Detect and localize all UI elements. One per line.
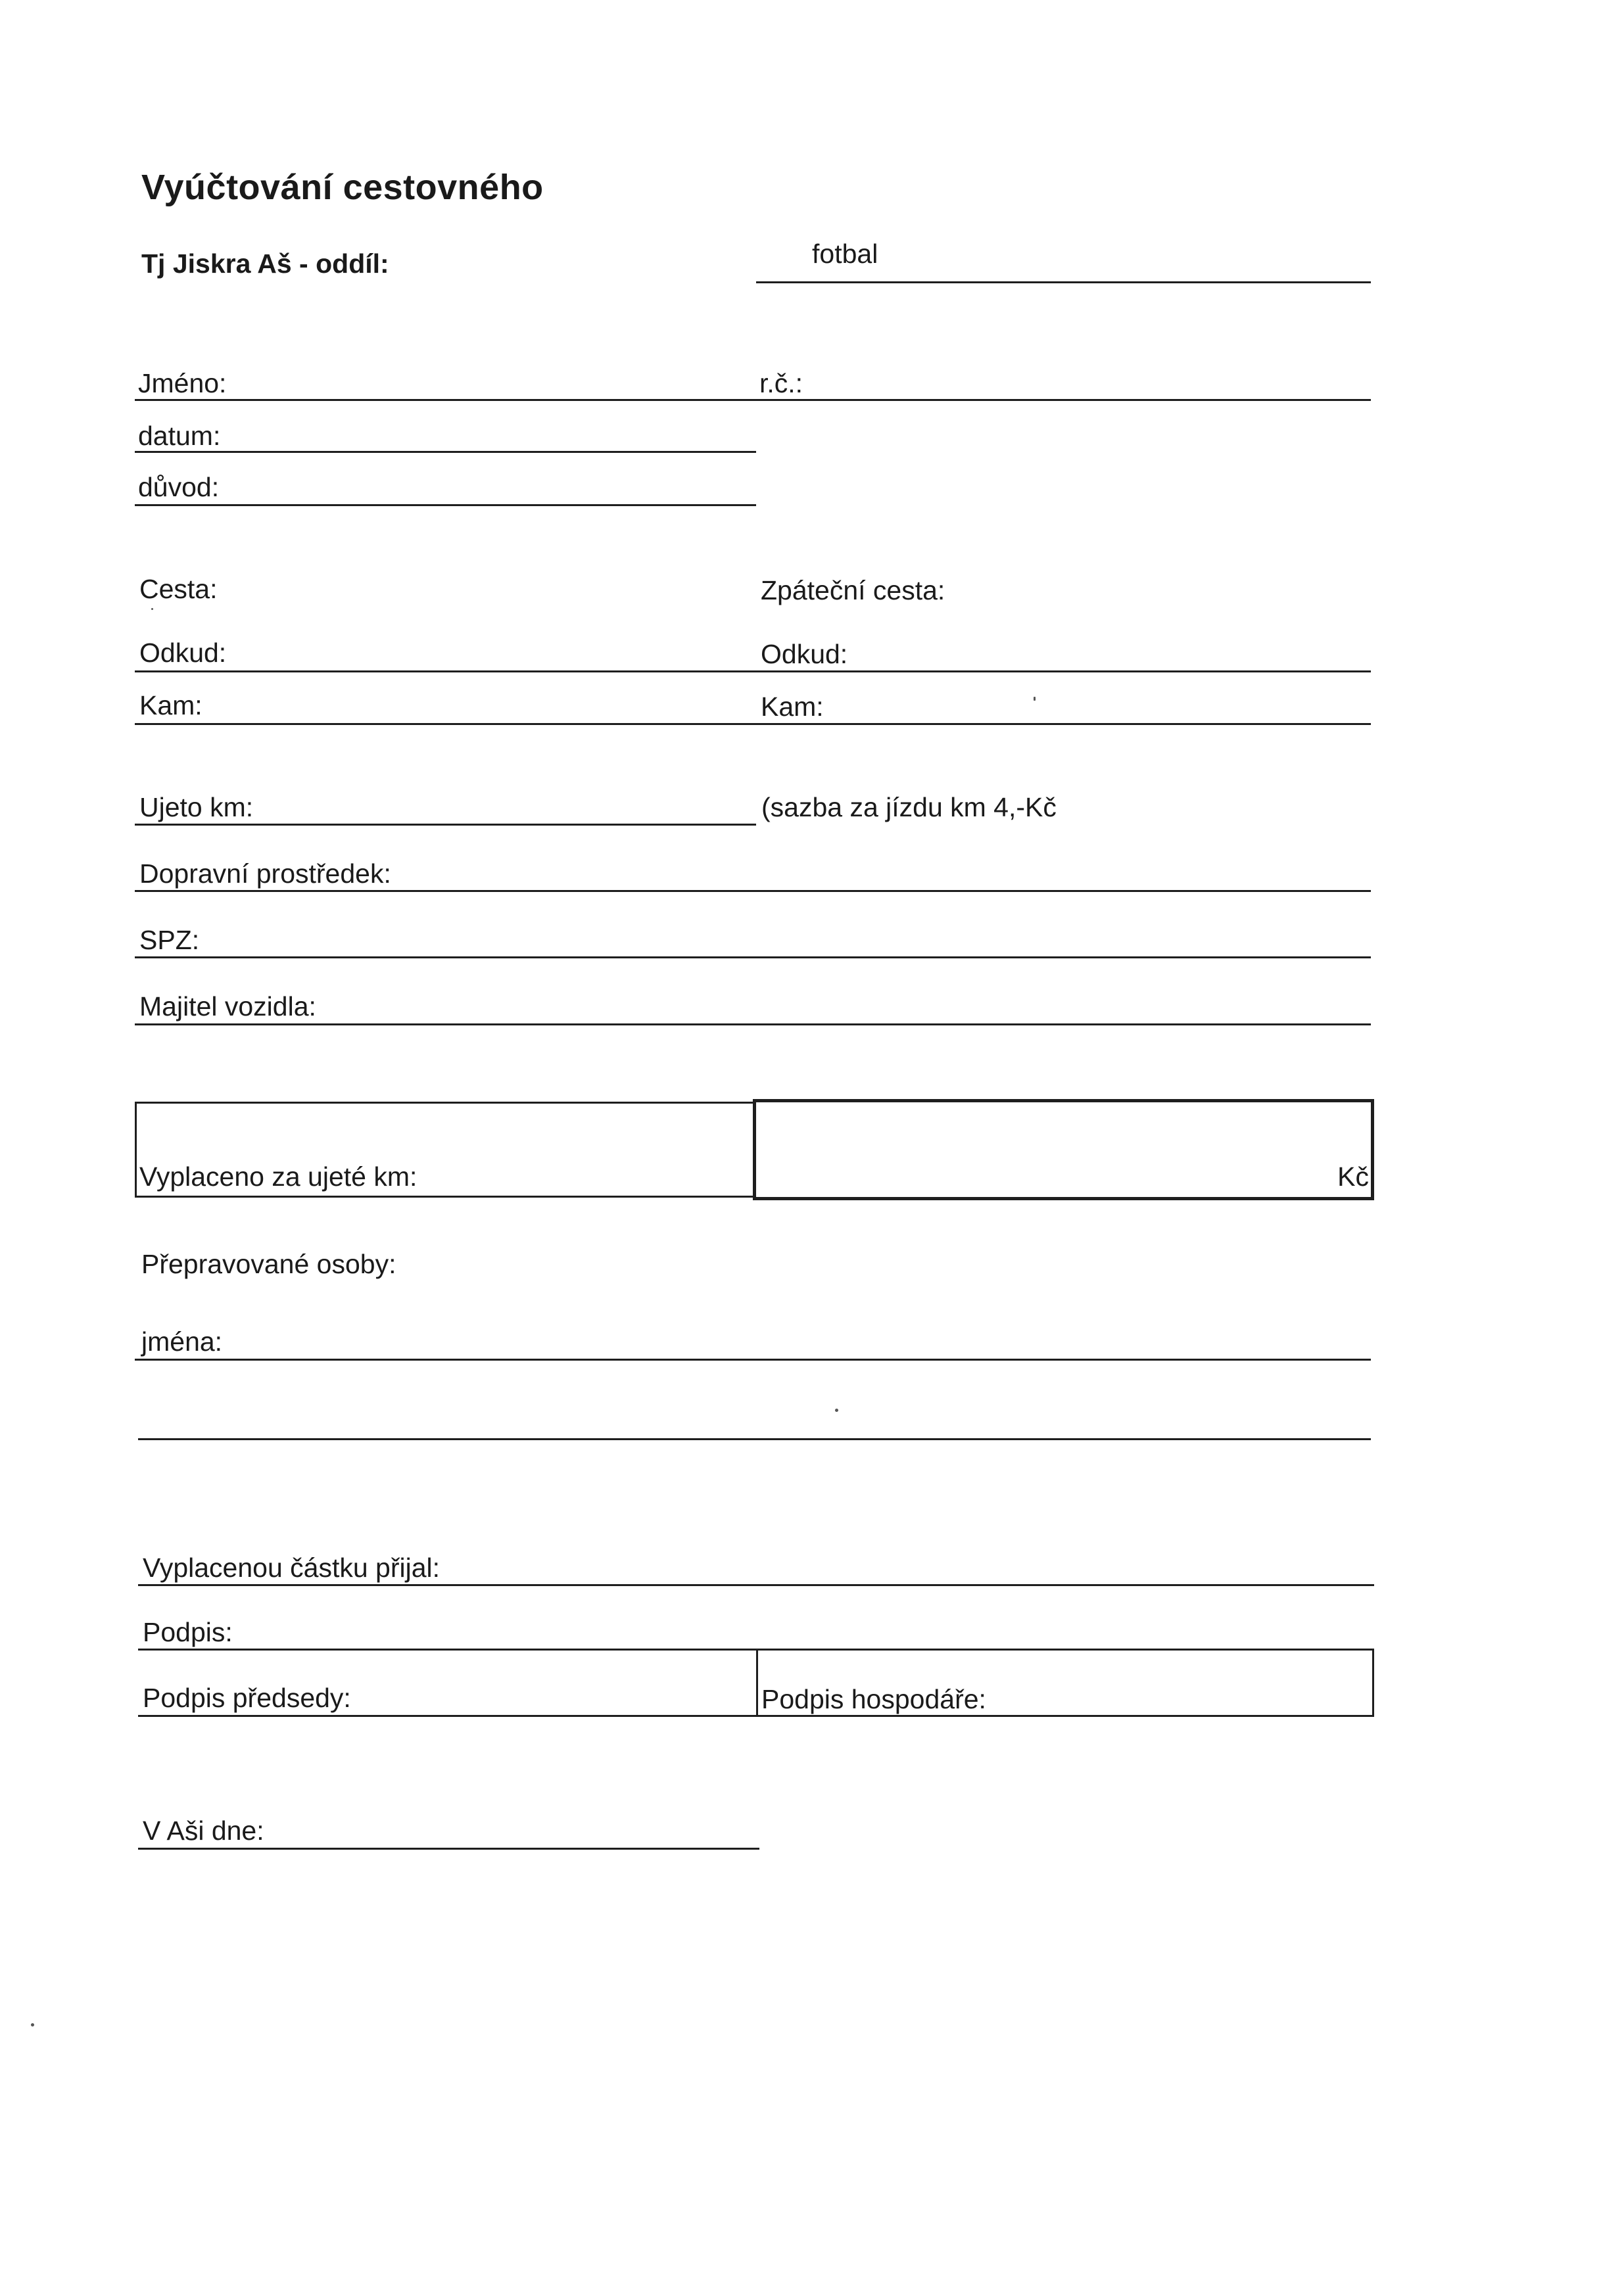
club-label: Tj Jiskra Aš - oddíl: (141, 248, 389, 279)
passengers-heading: Přepravované osoby: (141, 1249, 396, 1279)
chair-signature-label: Podpis předsedy: (143, 1683, 351, 1713)
id-number-label: r.č.: (759, 368, 803, 398)
scan-speck (835, 1409, 838, 1412)
transport-label: Dopravní prostředek: (139, 858, 391, 889)
to-field-line[interactable] (135, 723, 1371, 725)
transport-field-line[interactable] (135, 890, 1371, 892)
chair-treasurer-line[interactable] (138, 1715, 1374, 1717)
scan-speck (151, 608, 153, 610)
signature-label: Podpis: (143, 1617, 233, 1647)
rate-note: (sazba za jízdu km 4,-Kč (761, 792, 1057, 822)
outbound-trip-heading: Cesta: (139, 574, 218, 604)
owner-label: Majitel vozidla: (139, 991, 316, 1021)
scan-speck (31, 2023, 34, 2027)
from-label: Odkud: (139, 638, 227, 668)
place-date-label: V Aši dne: (143, 1816, 264, 1846)
name-field-line[interactable] (135, 399, 1371, 401)
club-value: fotbal (812, 239, 878, 269)
reason-field-line[interactable] (135, 504, 756, 506)
return-from-label: Odkud: (761, 639, 848, 669)
plate-field-line[interactable] (135, 956, 1371, 958)
received-by-line[interactable] (138, 1584, 1374, 1586)
place-date-line[interactable] (138, 1848, 759, 1850)
currency-label: Kč (1337, 1161, 1369, 1192)
return-trip-heading: Zpáteční cesta: (761, 575, 945, 605)
km-label: Ujeto km: (139, 792, 254, 822)
passenger-names-label: jména: (141, 1326, 223, 1357)
return-to-label: Kam: (761, 691, 824, 722)
received-by-label: Vyplacenou částku přijal: (143, 1553, 441, 1583)
name-label: Jméno: (138, 368, 227, 398)
reason-label: důvod: (138, 472, 220, 502)
signature-divider (756, 1649, 758, 1717)
paid-amount-box[interactable] (753, 1099, 1374, 1200)
from-field-line[interactable] (135, 670, 1371, 672)
paid-label-box (135, 1102, 756, 1198)
signature-right-border (1372, 1649, 1374, 1717)
km-field-line[interactable] (135, 824, 756, 826)
treasurer-signature-label: Podpis hospodáře: (761, 1684, 986, 1714)
passenger-names-line-2[interactable] (138, 1438, 1371, 1440)
passenger-names-line-1[interactable] (135, 1359, 1371, 1361)
form-title: Vyúčtování cestovného (141, 168, 544, 207)
date-field-line[interactable] (135, 451, 756, 453)
scan-speck (1034, 697, 1036, 701)
club-field-line[interactable] (756, 281, 1371, 283)
paid-label: Vyplaceno za ujeté km: (139, 1161, 418, 1192)
owner-field-line[interactable] (135, 1023, 1371, 1025)
plate-label: SPZ: (139, 925, 200, 955)
to-label: Kam: (139, 690, 203, 720)
date-label: datum: (138, 421, 221, 451)
